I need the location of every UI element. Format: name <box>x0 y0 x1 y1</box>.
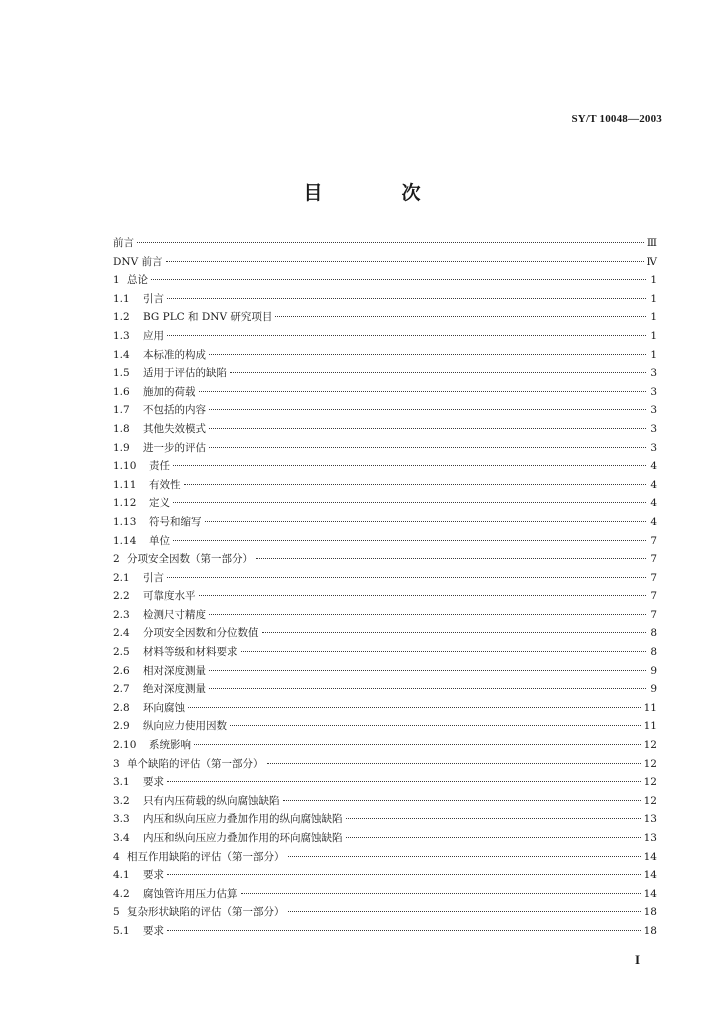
toc-entry <box>113 587 657 606</box>
toc-entry-page: 1 <box>650 274 657 287</box>
toc-entry-number: 4.2 <box>113 887 130 900</box>
toc-entry-page: 13 <box>643 832 657 844</box>
toc-entry-number: 3.2 <box>113 794 130 807</box>
toc-entry-label: 前言 <box>113 237 134 249</box>
toc-entry-page: 1 <box>650 311 657 324</box>
toc-entry-label: 引言 <box>143 571 164 584</box>
toc-leader-dots <box>137 242 644 243</box>
toc-entry-page: 4 <box>650 497 657 510</box>
toc-entry <box>113 550 657 569</box>
toc-entry <box>113 569 657 588</box>
toc-entry <box>113 439 657 458</box>
toc-entry-label: 其他失效模式 <box>143 422 206 435</box>
toc-entry-page: 4 <box>650 478 657 491</box>
toc-leader-dots <box>209 670 646 671</box>
toc-entry-number: 2.6 <box>113 664 130 677</box>
toc-entry-label: 可靠度水平 <box>143 590 196 603</box>
toc-leader-dots <box>173 502 646 503</box>
toc-entry-label: DNV 前言 <box>113 255 163 268</box>
toc-entry <box>113 922 657 941</box>
toc-entry-number: 1.6 <box>113 385 130 398</box>
toc-entry-page: 18 <box>643 906 657 919</box>
toc-entry <box>113 848 657 867</box>
toc-entry-number: 1.7 <box>113 404 130 417</box>
toc-entry-label: 不包括的内容 <box>143 404 206 417</box>
toc-entry-number: 1.14 <box>113 534 137 547</box>
toc-entry <box>113 532 657 551</box>
toc-entry <box>113 234 657 253</box>
toc-entry-label: 定义 <box>149 497 170 510</box>
toc-entry-page: 3 <box>650 385 657 398</box>
toc-leader-dots <box>230 372 646 373</box>
toc-entry <box>113 513 657 532</box>
toc-leader-dots <box>209 428 646 429</box>
toc-entry <box>113 290 657 309</box>
toc-entry-number: 3.4 <box>113 832 130 844</box>
toc-leader-dots <box>209 688 646 689</box>
toc-leader-dots <box>275 316 646 317</box>
toc-entry-label: 有效性 <box>149 478 181 491</box>
toc-entry-page: 3 <box>650 404 657 417</box>
page-title: 目 次 <box>303 182 451 204</box>
toc-leader-dots <box>230 725 641 726</box>
toc-entry-page: 7 <box>650 553 657 566</box>
toc-entry-label: 适用于评估的缺陷 <box>143 367 227 380</box>
toc-entry-page: 12 <box>643 739 657 752</box>
toc-entry-label: 材料等级和材料要求 <box>143 646 238 659</box>
toc-leader-dots <box>209 354 646 355</box>
toc-entry <box>113 253 657 272</box>
toc-entry-label: 相互作用缺陷的评估（第一部分） <box>127 850 285 863</box>
toc-entry-number: 2.1 <box>113 571 130 584</box>
toc-leader-dots <box>167 874 641 875</box>
toc-entry-page: 12 <box>643 776 657 789</box>
toc-entry-label: 内压和纵向压应力叠加作用的环向腐蚀缺陷 <box>143 832 343 844</box>
toc-entry-number: 3.1 <box>113 776 130 789</box>
toc-entry-label: 单个缺陷的评估（第一部分） <box>127 757 264 770</box>
toc-entry <box>113 420 657 439</box>
toc-entry <box>113 680 657 699</box>
toc-entry-label: 绝对深度测量 <box>143 683 206 696</box>
toc-leader-dots <box>346 818 641 819</box>
toc-entry-label: BG PLC 和 DNV 研究项目 <box>143 311 273 324</box>
toc-entry-label: 分项安全因数（第一部分） <box>127 553 253 566</box>
toc-entry <box>113 662 657 681</box>
toc-entry-page: 9 <box>650 664 657 677</box>
toc-entry-label: 环向腐蚀 <box>143 701 185 714</box>
toc-leader-dots <box>205 521 647 522</box>
toc-entry-label: 内压和纵向压应力叠加作用的纵向腐蚀缺陷 <box>143 813 343 826</box>
toc-leader-dots <box>209 447 646 448</box>
toc-entry-number: 2.10 <box>113 739 137 752</box>
toc-entry-label: 要求 <box>143 776 164 789</box>
toc-entry-page: 9 <box>650 683 657 696</box>
toc-entry-page: 7 <box>650 590 657 603</box>
toc-leader-dots <box>188 707 641 708</box>
toc-entry-label: 引言 <box>143 292 164 305</box>
toc-entry-label: 系统影响 <box>149 739 191 752</box>
toc-leader-dots <box>167 577 646 578</box>
toc-entry <box>113 476 657 495</box>
toc-entry-number: 2.3 <box>113 608 130 621</box>
toc-entry-page: 14 <box>643 869 657 882</box>
toc-leader-dots <box>167 335 646 336</box>
toc-entry-number: 1.8 <box>113 422 130 435</box>
toc-entry-page: Ⅲ <box>646 237 657 249</box>
toc-entry-label: 只有内压荷载的纵向腐蚀缺陷 <box>143 794 280 807</box>
toc-entry-number: 2.9 <box>113 720 130 733</box>
toc-leader-dots <box>346 837 641 838</box>
toc-entry-page: 18 <box>643 924 657 937</box>
toc-entry-number: 1.10 <box>113 460 137 473</box>
toc-entry <box>113 643 657 662</box>
toc-entry <box>113 624 657 643</box>
toc-entry-number: 1 <box>113 274 120 287</box>
toc-entry-label: 单位 <box>149 534 170 547</box>
toc-entry <box>113 885 657 904</box>
toc-entry-label: 进一步的评估 <box>143 441 206 454</box>
toc-entry <box>113 457 657 476</box>
toc-leader-dots <box>167 930 641 931</box>
toc-entry <box>113 364 657 383</box>
toc-leader-dots <box>283 800 641 801</box>
toc-entry-number: 1.1 <box>113 292 130 305</box>
toc-entry-page: 13 <box>643 813 657 826</box>
toc-entry-label: 纵向应力使用因数 <box>143 720 227 733</box>
toc-entry-number: 1.3 <box>113 329 130 342</box>
toc-entry <box>113 903 657 922</box>
toc-entry <box>113 401 657 420</box>
toc-entry-label: 本标准的构成 <box>143 348 206 361</box>
toc-entry-page: 7 <box>650 608 657 621</box>
toc-entry-page: 8 <box>650 627 657 640</box>
toc-leader-dots <box>241 893 641 894</box>
toc-entry-page: 7 <box>650 534 657 547</box>
toc-entry-page: Ⅳ <box>646 255 657 268</box>
toc-entry-number: 5.1 <box>113 924 130 937</box>
toc-entry-number: 2.7 <box>113 683 130 696</box>
toc-entry <box>113 792 657 811</box>
toc-entry-number: 3.3 <box>113 813 130 826</box>
toc-entry-number: 1.12 <box>113 497 137 510</box>
toc-entry-number: 2.4 <box>113 627 130 640</box>
toc-entry-label: 要求 <box>143 869 164 882</box>
toc-leader-dots <box>256 558 646 559</box>
toc-entry-number: 3 <box>113 757 120 770</box>
toc-entry-page: 1 <box>650 292 657 305</box>
toc-leader-dots <box>288 911 641 912</box>
table-of-contents <box>113 234 657 941</box>
toc-entry <box>113 773 657 792</box>
toc-entry-page: 3 <box>650 367 657 380</box>
toc-leader-dots <box>167 781 641 782</box>
toc-entry-page: 12 <box>643 794 657 807</box>
toc-entry-page: 1 <box>650 348 657 361</box>
toc-entry-page: 3 <box>650 441 657 454</box>
toc-entry-label: 检测尺寸精度 <box>143 608 206 621</box>
toc-entry-page: 12 <box>643 757 657 770</box>
toc-entry-number: 1.11 <box>113 478 137 491</box>
toc-entry-page: 8 <box>650 646 657 659</box>
toc-leader-dots <box>288 856 641 857</box>
toc-entry-label: 腐蚀管许用压力估算 <box>143 887 238 900</box>
toc-entry-number: 1.9 <box>113 441 130 454</box>
toc-entry <box>113 866 657 885</box>
toc-leader-dots <box>167 298 646 299</box>
standard-code: SY/T 10048—2003 <box>571 113 662 125</box>
toc-entry-number: 4.1 <box>113 869 130 882</box>
toc-entry-number: 1.5 <box>113 367 130 380</box>
toc-entry-label: 总论 <box>127 274 148 287</box>
toc-entry-label: 复杂形状缺陷的评估（第一部分） <box>127 906 285 919</box>
toc-leader-dots <box>199 391 647 392</box>
toc-entry <box>113 308 657 327</box>
toc-entry-number: 1.2 <box>113 311 130 324</box>
toc-entry <box>113 327 657 346</box>
toc-leader-dots <box>209 409 646 410</box>
toc-entry-number: 2.5 <box>113 646 130 659</box>
toc-leader-dots <box>166 261 644 262</box>
toc-entry-label: 符号和缩写 <box>149 515 202 528</box>
toc-entry-page: 14 <box>643 887 657 900</box>
toc-entry-number: 2.8 <box>113 701 130 714</box>
toc-leader-dots <box>267 763 641 764</box>
toc-entry-page: 14 <box>643 850 657 863</box>
toc-entry <box>113 810 657 829</box>
toc-entry-page: 1 <box>650 329 657 342</box>
toc-entry-number: 2.2 <box>113 590 130 603</box>
toc-entry-page: 3 <box>650 422 657 435</box>
toc-entry-label: 应用 <box>143 329 164 342</box>
toc-entry <box>113 755 657 774</box>
toc-entry-label: 相对深度测量 <box>143 664 206 677</box>
toc-entry <box>113 383 657 402</box>
toc-leader-dots <box>151 279 646 280</box>
toc-entry-label: 分项安全因数和分位数值 <box>143 627 259 640</box>
toc-leader-dots <box>209 614 646 615</box>
toc-entry-number: 5 <box>113 906 120 919</box>
toc-entry-label: 施加的荷载 <box>143 385 196 398</box>
toc-entry <box>113 271 657 290</box>
toc-entry-page: 7 <box>650 571 657 584</box>
toc-entry-label: 要求 <box>143 924 164 937</box>
toc-leader-dots <box>262 632 647 633</box>
toc-entry <box>113 606 657 625</box>
toc-entry <box>113 717 657 736</box>
toc-entry-number: 2 <box>113 553 120 566</box>
toc-entry <box>113 699 657 718</box>
toc-entry <box>113 736 657 755</box>
toc-entry-label: 责任 <box>149 460 170 473</box>
toc-entry-page: 4 <box>650 460 657 473</box>
toc-entry <box>113 494 657 513</box>
toc-entry <box>113 829 657 848</box>
toc-leader-dots <box>194 744 641 745</box>
toc-entry-page: 11 <box>643 701 657 714</box>
toc-leader-dots <box>173 540 646 541</box>
toc-leader-dots <box>173 465 646 466</box>
toc-entry <box>113 346 657 365</box>
toc-leader-dots <box>199 595 647 596</box>
toc-entry-number: 1.4 <box>113 348 130 361</box>
toc-leader-dots <box>241 651 647 652</box>
toc-entry-page: 11 <box>643 720 657 733</box>
toc-entry-number: 1.13 <box>113 515 137 528</box>
page-number: I <box>634 952 640 967</box>
toc-entry-number: 4 <box>113 850 120 863</box>
toc-leader-dots <box>184 484 647 485</box>
toc-entry-page: 4 <box>650 515 657 528</box>
